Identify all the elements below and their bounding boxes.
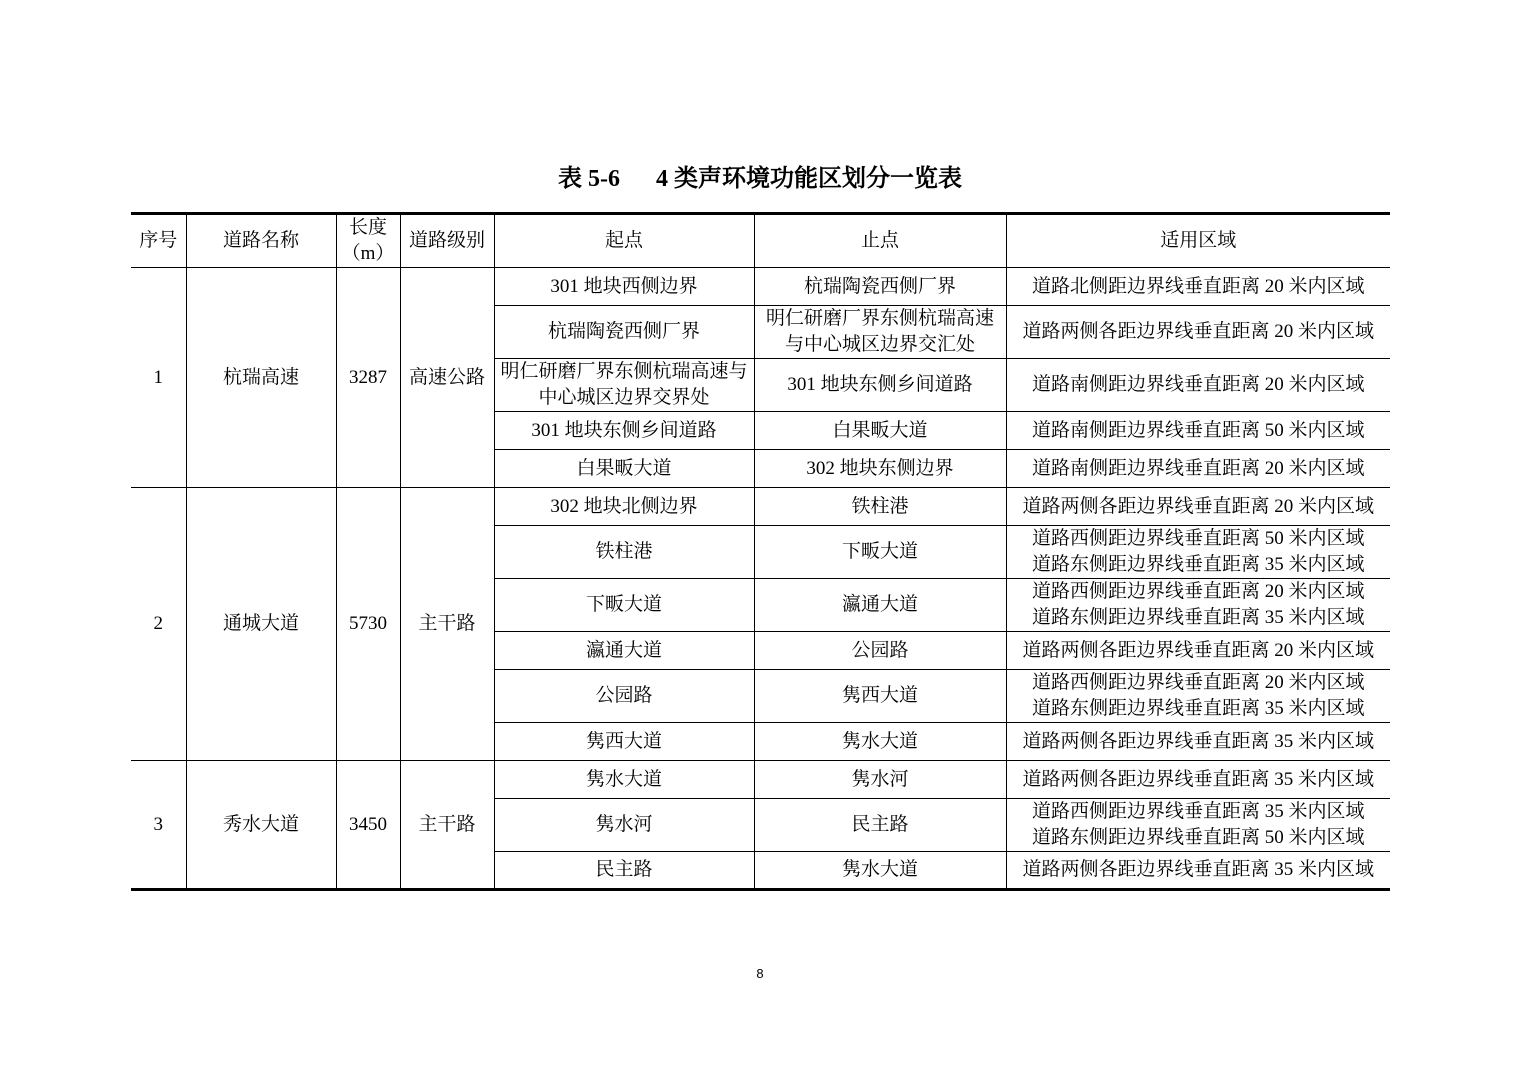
segment-end	[754, 723, 1006, 761]
header-length-line2: （m）	[341, 243, 395, 264]
segment-end	[754, 450, 1006, 488]
segment-start	[494, 852, 754, 890]
segment-start-line: 杭瑞陶瓷西侧厂界	[547, 321, 700, 342]
header-index: 序号	[131, 214, 186, 268]
segment-start	[494, 723, 754, 761]
segment-area	[1006, 632, 1390, 670]
segment-end-line: 下畈大道	[841, 541, 918, 562]
segment-start-line: 隽水河	[595, 814, 653, 835]
segment-area	[1006, 359, 1390, 412]
segment-area	[1006, 268, 1390, 306]
noise-zone-table	[131, 212, 1390, 891]
table-title: 表 5-6 4 类声环境功能区划分一览表	[558, 166, 962, 192]
segment-start-line: 铁柱港	[595, 541, 653, 562]
row-index: 1	[131, 268, 186, 488]
segment-start	[494, 632, 754, 670]
segment-start-line: 隽西大道	[585, 730, 662, 752]
segment-end	[754, 526, 1006, 579]
segment-area-line: 道路两侧各距边界线垂直距离 20 米内区域	[1022, 495, 1374, 517]
segment-start-line: 隽水大道	[585, 768, 662, 790]
header-road-grade: 道路级别	[400, 214, 494, 268]
segment-area	[1006, 852, 1390, 890]
segment-area-line: 道路两侧各距边界线垂直距离 35 米内区域	[1022, 768, 1374, 790]
header-start: 起点	[494, 214, 754, 268]
row-index: 3	[131, 761, 186, 890]
segment-area	[1006, 761, 1390, 799]
segment-start	[494, 526, 754, 579]
segment-end-line: 与中心城区边界交汇处	[784, 334, 975, 355]
segment-area	[1006, 488, 1390, 526]
segment-area-line: 道路东侧距边界线垂直距离 35 米内区域	[1031, 698, 1365, 719]
header-row	[131, 214, 1390, 268]
segment-end-line: 白果畈大道	[832, 419, 928, 441]
segment-end-line: 铁柱港	[851, 495, 909, 517]
segment-end	[754, 761, 1006, 799]
segment-start	[494, 306, 754, 359]
segment-start-line: 302 地块北侧边界	[550, 495, 698, 517]
segment-area-line: 道路两侧各距边界线垂直距离 35 米内区域	[1022, 859, 1374, 880]
segment-end-line: 杭瑞陶瓷西侧厂界	[803, 275, 956, 297]
segment-area	[1006, 306, 1390, 359]
row-road-name: 杭瑞高速	[186, 268, 336, 488]
segment-end-line: 明仁研磨厂界东侧杭瑞高速	[765, 308, 994, 329]
segment-area	[1006, 450, 1390, 488]
segment-start	[494, 579, 754, 632]
segment-area-line: 道路南侧距边界线垂直距离 20 米内区域	[1031, 457, 1365, 479]
segment-end-line: 公园路	[851, 639, 909, 661]
segment-area	[1006, 412, 1390, 450]
segment-start	[494, 412, 754, 450]
table-row	[131, 761, 1390, 799]
page-number: 8	[756, 966, 764, 981]
segment-area-line: 道路西侧距边界线垂直距离 20 米内区域	[1031, 672, 1365, 693]
segment-end-line: 瀛通大道	[841, 594, 918, 615]
segment-end	[754, 306, 1006, 359]
segment-area-line: 道路西侧距边界线垂直距离 35 米内区域	[1031, 801, 1365, 822]
segment-start	[494, 268, 754, 306]
table-row	[131, 488, 1390, 526]
segment-start-line: 民主路	[595, 859, 653, 880]
segment-start-line: 301 地块东侧乡间道路	[531, 419, 717, 441]
segment-end-line: 301 地块东侧乡间道路	[787, 374, 973, 395]
segment-start-line: 公园路	[595, 685, 653, 706]
segment-area	[1006, 579, 1390, 632]
segment-area-line: 道路南侧距边界线垂直距离 20 米内区域	[1031, 374, 1365, 395]
segment-start	[494, 761, 754, 799]
segment-area-line: 道路两侧各距边界线垂直距离 35 米内区域	[1022, 730, 1374, 752]
segment-end-line: 民主路	[851, 814, 909, 835]
segment-end-line: 302 地块东侧边界	[806, 457, 954, 479]
segment-end	[754, 670, 1006, 723]
segment-start-line: 瀛通大道	[585, 639, 662, 661]
segment-end	[754, 799, 1006, 852]
segment-end	[754, 488, 1006, 526]
row-length: 3450	[336, 761, 400, 890]
segment-start	[494, 799, 754, 852]
segment-area-line: 道路东侧距边界线垂直距离 35 米内区域	[1031, 554, 1365, 575]
header-length-line1: 长度	[348, 217, 387, 238]
segment-start-line: 301 地块西侧边界	[550, 275, 698, 297]
segment-end	[754, 632, 1006, 670]
segment-end	[754, 412, 1006, 450]
segment-area	[1006, 526, 1390, 579]
row-road-name: 通城大道	[186, 488, 336, 761]
segment-end-line: 隽水河	[851, 768, 909, 790]
segment-area-line: 道路东侧距边界线垂直距离 35 米内区域	[1031, 607, 1365, 628]
segment-area-line: 道路南侧距边界线垂直距离 50 米内区域	[1031, 419, 1365, 441]
segment-end	[754, 579, 1006, 632]
segment-start	[494, 670, 754, 723]
row-road-grade: 高速公路	[400, 268, 494, 488]
segment-end	[754, 268, 1006, 306]
row-length: 5730	[336, 488, 400, 761]
segment-start-line: 下畈大道	[585, 594, 662, 615]
segment-area	[1006, 799, 1390, 852]
header-length	[336, 214, 400, 268]
segment-start-line: 明仁研磨厂界东侧杭瑞高速与	[500, 361, 748, 382]
segment-area-line: 道路西侧距边界线垂直距离 20 米内区域	[1031, 581, 1365, 602]
segment-area-line: 道路西侧距边界线垂直距离 50 米内区域	[1031, 528, 1365, 549]
segment-end-line: 隽水大道	[841, 859, 918, 880]
segment-end-line: 隽西大道	[841, 685, 918, 706]
segment-area-line: 道路两侧各距边界线垂直距离 20 米内区域	[1022, 321, 1374, 342]
segment-start	[494, 359, 754, 412]
row-road-grade: 主干路	[400, 761, 494, 890]
header-end: 止点	[754, 214, 1006, 268]
segment-end	[754, 359, 1006, 412]
row-index: 2	[131, 488, 186, 761]
segment-area	[1006, 723, 1390, 761]
row-road-name: 秀水大道	[186, 761, 336, 890]
table-row	[131, 268, 1390, 306]
segment-area-line: 道路东侧距边界线垂直距离 50 米内区域	[1031, 827, 1365, 848]
segment-end-line: 隽水大道	[841, 730, 918, 752]
segment-start-line: 中心城区边界交界处	[538, 387, 710, 408]
header-area: 适用区域	[1006, 214, 1390, 268]
segment-start	[494, 488, 754, 526]
segment-end	[754, 852, 1006, 890]
row-length: 3287	[336, 268, 400, 488]
segment-area-line: 道路两侧各距边界线垂直距离 20 米内区域	[1022, 639, 1374, 661]
segment-start	[494, 450, 754, 488]
segment-area	[1006, 670, 1390, 723]
header-road-name: 道路名称	[186, 214, 336, 268]
table-body	[131, 268, 1390, 890]
segment-area-line: 道路北侧距边界线垂直距离 20 米内区域	[1031, 275, 1365, 297]
segment-start-line: 白果畈大道	[576, 457, 672, 479]
row-road-grade: 主干路	[400, 488, 494, 761]
